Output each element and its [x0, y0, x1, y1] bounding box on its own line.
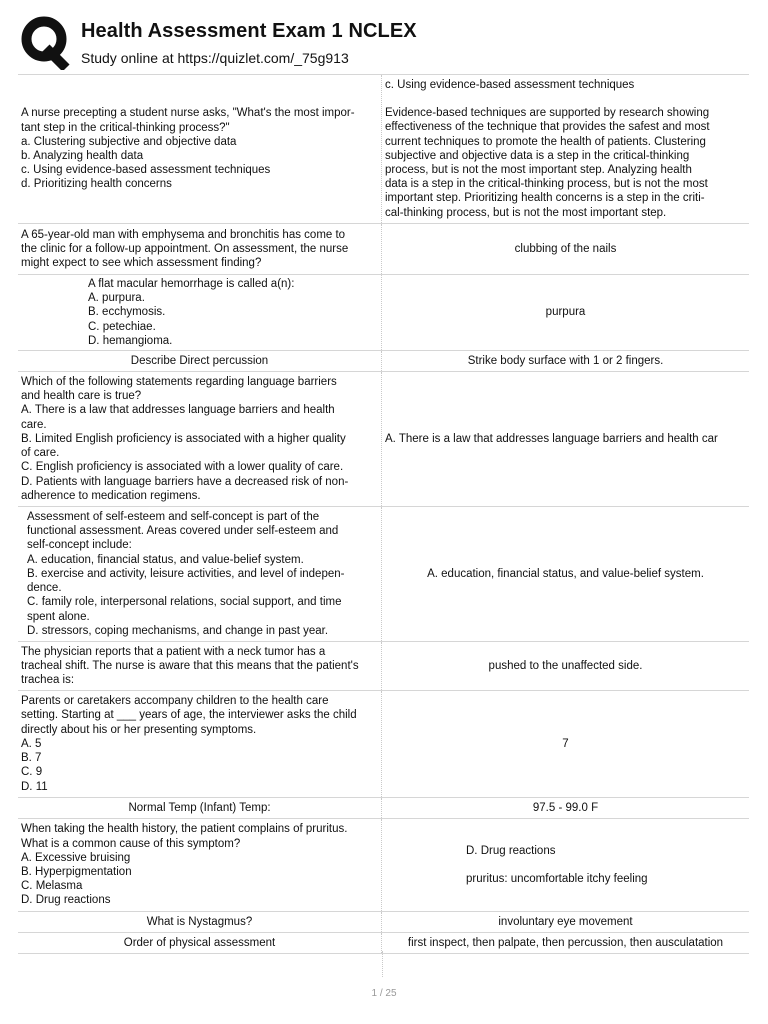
answer-line: subjective and objective data is a step in the critical-thinking: [385, 149, 690, 162]
question-line: C. Melasma: [21, 880, 83, 893]
question-text: What is Nystagmus?: [146, 915, 253, 928]
question-line: d. Prioritizing health concerns: [21, 178, 172, 191]
flashcard-row: [18, 819, 749, 912]
answer-line: important step. Prioritizing health concerns is a step in the criti-: [385, 192, 705, 205]
column-divider: [382, 951, 383, 977]
page-header: [0, 0, 768, 74]
flashcard-row: [18, 275, 749, 351]
flashcard-row: [18, 507, 749, 642]
question-line: B. ecchymosis.: [88, 306, 166, 319]
question-line: adherence to medication regimens.: [21, 489, 201, 502]
question-cell: [18, 819, 382, 911]
question-line: A. There is a law that addresses language barriers and health: [21, 404, 335, 417]
question-line: A nurse precepting a student nurse asks, "What's the most impor-: [21, 107, 355, 120]
question-line: spent alone.: [27, 610, 90, 623]
document-title: Health Assessment Exam 1 NCLEX: [81, 20, 417, 42]
answer-choice: c. Using evidence-based assessment techniques: [385, 79, 635, 91]
answer-text: pushed to the unaffected side.: [488, 659, 643, 672]
answer-cell: [382, 642, 749, 690]
question-line: B. Limited English proficiency is associated with a higher quality: [21, 432, 346, 445]
question-line: B. 7: [21, 752, 42, 765]
question-line: A. purpura.: [88, 292, 145, 305]
question-line: tant step in the critical-thinking process?": [21, 121, 230, 134]
question-cell: [18, 372, 382, 506]
question-line: and health care is true?: [21, 390, 142, 403]
question-line: directly about his or her presenting symptoms.: [21, 723, 257, 736]
question-cell: [18, 275, 382, 350]
question-text: Order of physical assessment: [123, 936, 276, 949]
question-line: C. petechiae.: [88, 320, 156, 333]
question-line: B. exercise and activity, leisure activities, and level of indepen-: [27, 567, 345, 580]
answer-cell: [382, 224, 749, 274]
question-line: C. English proficiency is associated with a lower quality of care.: [21, 461, 344, 474]
answer-cell: [382, 507, 749, 641]
question-line: The physician reports that a patient with a neck tumor has a: [21, 645, 326, 658]
answer-line: effectiveness of the technique that provides the safest and most: [385, 121, 710, 134]
answer-cell: [382, 819, 749, 911]
question-line: D. stressors, coping mechanisms, and change in past year.: [27, 624, 329, 637]
question-line: D. Patients with language barriers have a decreased risk of non-: [21, 475, 349, 488]
answer-cell: [382, 351, 749, 371]
answer-text: A. There is a law that addresses language barriers and health car: [385, 432, 718, 445]
question-line: Which of the following statements regarding language barriers: [21, 376, 337, 389]
flashcard-row: [18, 642, 749, 691]
flashcard-row: [18, 798, 749, 819]
answer-text: purpura: [545, 306, 586, 319]
flashcard-row: [18, 351, 749, 372]
flashcard-row: [18, 912, 749, 933]
answer-line: process, but is not the most important step. Analyzing health: [385, 164, 692, 177]
question-cell: [18, 224, 382, 274]
question-line: A. 5: [21, 737, 42, 750]
answer-choice: D. Drug reactions: [466, 844, 556, 857]
question-line: b. Analyzing health data: [21, 150, 144, 162]
question-line: Assessment of self-esteem and self-concept is part of the: [27, 511, 320, 524]
answer-text: first inspect, then palpate, then percussion, then ausculatation: [407, 936, 724, 949]
answer-line: Evidence-based techniques are supported by research showing: [385, 107, 710, 120]
question-line: care.: [21, 418, 47, 431]
answer-text: 7: [562, 737, 569, 750]
question-line: D. hemangioma.: [88, 334, 173, 347]
answer-explanation: pruritus: uncomfortable itchy feeling: [466, 873, 648, 885]
answer-line: current techniques to promote the health of patients. Clustering: [385, 135, 706, 148]
flashcard-row: [18, 224, 749, 275]
question-line: tracheal shift. The nurse is aware that this means that the patient's: [21, 659, 359, 672]
quizlet-logo-icon: [20, 14, 70, 70]
question-line: D. 11: [21, 780, 48, 793]
answer-cell: [382, 372, 749, 506]
flashcard-row: [18, 691, 749, 798]
question-cell: [18, 691, 382, 797]
study-online-link[interactable]: Study online at https://quizlet.com/_75g913: [81, 50, 349, 66]
answer-cell: [382, 798, 749, 818]
question-line: A 65-year-old man with emphysema and bronchitis has come to: [21, 228, 346, 241]
question-line: A. Excessive bruising: [21, 851, 131, 864]
question-line: D. Drug reactions: [21, 894, 111, 907]
question-line: self-concept include:: [27, 539, 132, 552]
flashcard-row: [18, 74, 749, 224]
answer-cell: [382, 933, 749, 953]
question-line: trachea is:: [21, 674, 75, 687]
question-line: What is a common cause of this symptom?: [21, 837, 241, 850]
answer-text: Strike body surface with 1 or 2 fingers.: [467, 354, 664, 367]
question-line: C. family role, interpersonal relations, social support, and time: [27, 596, 342, 609]
question-line: a. Clustering subjective and objective data: [21, 135, 237, 148]
answer-cell: [382, 275, 749, 350]
question-line: might expect to see which assessment finding?: [21, 257, 262, 270]
answer-cell: [382, 75, 749, 223]
question-cell: [18, 912, 382, 932]
answer-cell: [382, 912, 749, 932]
question-line: C. 9: [21, 766, 43, 779]
question-cell: [18, 933, 382, 953]
question-line: When taking the health history, the patient complains of pruritus.: [21, 823, 348, 836]
answer-cell: [382, 691, 749, 797]
question-text: Normal Temp (Infant) Temp:: [128, 801, 271, 814]
question-cell: [18, 642, 382, 690]
flashcard-table: [18, 74, 749, 954]
question-line: c. Using evidence-based assessment techniques: [21, 164, 271, 177]
answer-text: involuntary eye movement: [498, 915, 633, 928]
question-line: A flat macular hemorrhage is called a(n):: [88, 278, 295, 290]
question-line: Parents or caretakers accompany children to the health care: [21, 695, 329, 708]
flashcard-row: [18, 933, 749, 954]
question-cell: [18, 507, 382, 641]
page-number: 1 / 25: [371, 988, 397, 999]
flashcard-row: [18, 372, 749, 507]
answer-text: clubbing of the nails: [514, 242, 617, 255]
question-line: functional assessment. Areas covered under self-esteem and: [27, 525, 339, 538]
answer-line: cal-thinking process, but is not the most important step.: [385, 206, 667, 219]
question-line: of care.: [21, 447, 60, 460]
answer-text: A. education, financial status, and value-belief system.: [427, 567, 704, 580]
question-line: A. education, financial status, and value-belief system.: [27, 553, 304, 566]
question-cell: [18, 798, 382, 818]
question-line: dence.: [27, 582, 62, 595]
answer-line: data is a step in the critical-thinking process, but is not the most: [385, 178, 708, 191]
answer-text: 97.5 - 99.0 F: [532, 801, 599, 814]
question-line: B. Hyperpigmentation: [21, 866, 132, 878]
question-cell: [18, 75, 382, 223]
question-text: Describe Direct percussion: [130, 354, 269, 367]
question-cell: [18, 351, 382, 371]
question-line: setting. Starting at ___ years of age, the interviewer asks the child: [21, 709, 357, 722]
question-line: the clinic for a follow-up appointment. On assessment, the nurse: [21, 242, 349, 255]
